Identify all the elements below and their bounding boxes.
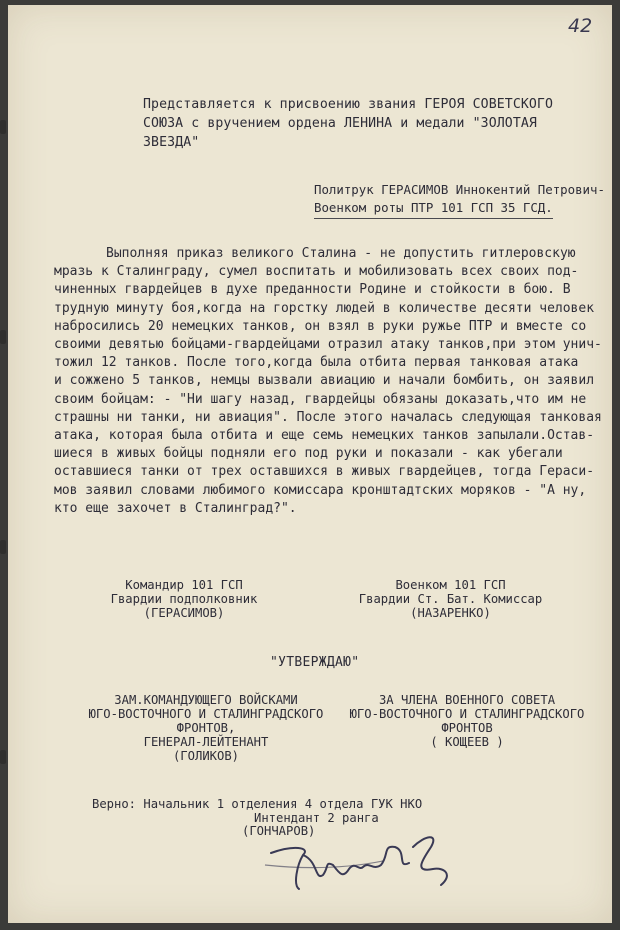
citation-line: атака, которая была отбита и еще семь немецких танков запылали.Остав- bbox=[54, 428, 595, 444]
nominee-name: Политрук ГЕРАСИМОВ Иннокентий Петрович- bbox=[314, 182, 605, 197]
citation-line: мов заявил словами любимого комиссара кронштадтских моряков - "А ну, bbox=[54, 482, 587, 498]
page-number: 42 bbox=[568, 15, 593, 37]
award-header bbox=[143, 95, 563, 152]
approver-line: ( КОЩЕЕВ ) bbox=[430, 735, 504, 749]
signature-line: Гвардии Ст. Бат. Комиссар bbox=[358, 592, 543, 606]
approver-line: ЮГО-ВОСТОЧНОГО И СТАЛИНГРАДСКОГО bbox=[88, 707, 324, 721]
citation-line: тожил 12 танков. После того,когда была отбита первая танковая атака bbox=[54, 355, 579, 371]
citation-line: оставшиеся танки от трех оставшихся в живых гвардейцев, тогда Гераси- bbox=[54, 464, 595, 480]
binding-hole bbox=[0, 750, 6, 764]
deputy-commander-block bbox=[76, 693, 336, 763]
signature-line: Военком 101 ГСП bbox=[395, 578, 506, 592]
citation-line: чиненных гвардейцев в духе преданности Родине и стойкости в бою. В bbox=[54, 282, 571, 298]
commander-signature-block bbox=[84, 578, 284, 620]
approver-line: ФРОНТОВ bbox=[441, 721, 493, 735]
approver-line: (ГОЛИКОВ) bbox=[172, 749, 240, 763]
nominee-block bbox=[314, 181, 605, 219]
citation-text bbox=[54, 245, 614, 518]
citation-line: набросились 20 немецких танков, он взял в руки ружье ПТР и вместе со bbox=[54, 318, 587, 334]
handwritten-signature bbox=[263, 825, 463, 905]
nominee-position: Военком роты ПТР 101 ГСП 35 ГСД. bbox=[314, 199, 553, 219]
signature-line: (НАЗАРЕНКО) bbox=[410, 606, 491, 620]
citation-line: своими девятью бойцами-гвардейцами отразил атаку танков,при этом унич- bbox=[54, 337, 602, 353]
citation-line: трудную минуту боя,когда на горстку людей в количестве десяти человек bbox=[54, 300, 595, 316]
citation-line: кто еще захочет в Сталинград?". bbox=[54, 500, 297, 516]
header-line: ЗВЕЗДА" bbox=[143, 135, 200, 150]
binding-hole bbox=[0, 540, 6, 554]
signature-line: (ГЕРАСИМОВ) bbox=[143, 606, 225, 620]
approver-line: ЗАМ.КОМАНДУЮЩЕГО ВОЙСКАМИ bbox=[114, 693, 298, 707]
certification-line: Верно: Начальник 1 отделения 4 отдела ГУК НКО bbox=[92, 797, 423, 811]
commissar-signature-block bbox=[343, 578, 558, 620]
approver-line: ЮГО-ВОСТОЧНОГО И СТАЛИНГРАДСКОГО bbox=[349, 707, 585, 721]
document-page bbox=[8, 5, 612, 923]
approver-line: ГЕНЕРАЛ-ЛЕЙТЕНАНТ bbox=[143, 735, 269, 749]
military-council-block bbox=[332, 693, 602, 749]
binding-hole bbox=[0, 330, 6, 344]
citation-line: и сожжено 5 танков, немцы вызвали авиацию и начали бомбить, он заявил bbox=[54, 373, 595, 389]
citation-line: мразь к Сталинграду, сумел воспитать и мобилизовать всех своих под- bbox=[54, 264, 579, 280]
certification-rank: Интендант 2 ранга bbox=[254, 810, 379, 825]
binding-hole bbox=[0, 120, 6, 134]
approval-stamp-text: "УТВЕРЖДАЮ" bbox=[270, 655, 360, 670]
citation-line: страшны ни танки, ни авиация". После этого началась следующая танковая bbox=[54, 409, 602, 425]
certification-name: (ГОНЧАРОВ) bbox=[242, 824, 316, 838]
header-line: СОЮЗА с вручением ордена ЛЕНИНА и медали "ЗОЛОТАЯ bbox=[143, 116, 537, 131]
citation-line: своим бойцам: - "Ни шагу назад, гвардейцы обязаны доказать,что им не bbox=[54, 391, 587, 407]
signature-line: Гвардии подполковник bbox=[110, 592, 258, 606]
approver-line: ФРОНТОВ, bbox=[176, 721, 236, 735]
signature-line: Командир 101 ГСП bbox=[125, 578, 243, 592]
citation-line: шиеся в живых бойцы подняли его под руки и показали - как убегали bbox=[54, 446, 563, 462]
citation-line: Выполняя приказ великого Сталина - не допустить гитлеровскую bbox=[106, 246, 576, 261]
approver-line: ЗА ЧЛЕНА ВОЕННОГО СОВЕТА bbox=[378, 693, 556, 707]
header-line: Представляется к присвоению звания ГЕРОЯ СОВЕТСКОГО bbox=[143, 97, 554, 112]
